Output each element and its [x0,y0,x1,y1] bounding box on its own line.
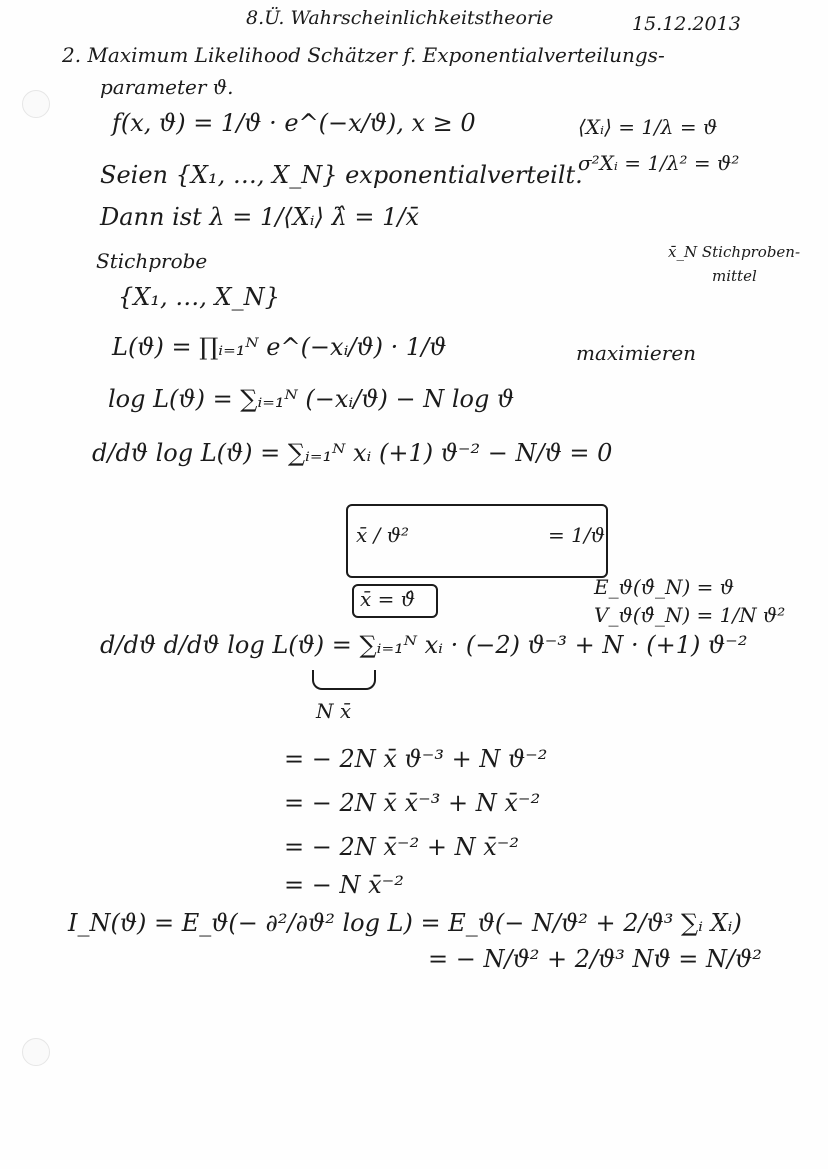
punch-hole-mark [22,90,50,118]
log-likelihood: log L(ϑ) = ∑ᵢ₌₁ᴺ (−xᵢ/ϑ) − N log ϑ [108,385,515,413]
result-box-right: = 1/ϑ [548,523,605,547]
page-date: 15.12.2013 [632,13,741,35]
sample-statement: Seien {X₁, …, X_N} exponentialverteilt. [100,161,583,189]
exercise-heading-cont: parameter ϑ. [100,75,234,99]
simplification-step-4: = − N x̄⁻² [284,871,404,899]
maximieren-note: maximieren [576,341,697,365]
exercise-heading: 2. Maximum Likelihood Schätzer f. Exponentialverteilungs- [62,43,665,67]
punch-hole-mark [22,1038,50,1066]
estimator-result: x̄ = ϑ̂ [360,587,416,611]
estimator-statement: Dann ist λ = 1/⟨Xᵢ⟩ λ̂ = 1/x̄ [100,203,420,231]
sample-mean-note: x̄_N Stichproben- [668,243,801,261]
simplification-step-1: = − 2N x̄ ϑ⁻³ + N ϑ⁻² [284,745,548,773]
simplification-step-2: = − 2N x̄ x̄⁻³ + N x̄⁻² [284,789,541,817]
likelihood-formula: L(ϑ) = ∏ᵢ₌₁ᴺ e^(−xᵢ/ϑ) · 1/ϑ [112,333,447,361]
density-formula: f(x, ϑ) = 1/ϑ · e^(−x/ϑ), x ≥ 0 [112,109,476,137]
variance-formula: σ²Xᵢ = 1/λ² = ϑ² [578,151,740,175]
page-title: 8.Ü. Wahrscheinlichkeitstheorie [246,7,554,29]
fisher-information: I_N(ϑ) = E_ϑ(− ∂²/∂ϑ² log L) = E_ϑ(− N/ϑ² + 2/ϑ³ ∑ᵢ Xᵢ) [68,909,742,937]
stichprobe-label: Stichprobe [96,249,208,273]
underbrace [312,670,376,690]
second-derivative: d/dϑ d/dϑ log L(ϑ) = ∑ᵢ₌₁ᴺ xᵢ · (−2) ϑ⁻³ + N · (+1) ϑ⁻² [100,631,748,659]
sample-mean-note-cont: mittel [712,267,757,285]
score-equation: d/dϑ log L(ϑ) = ∑ᵢ₌₁ᴺ xᵢ (+1) ϑ⁻² − N/ϑ = 0 [92,439,613,467]
expectation-note: E_ϑ(ϑ̂_N) = ϑ [594,575,735,599]
sample-set: {X₁, …, X_N} [118,283,280,311]
mean-formula: ⟨Xᵢ⟩ = 1/λ = ϑ [578,115,718,139]
fisher-information-result: = − N/ϑ² + 2/ϑ³ Nϑ = N/ϑ² [428,945,762,973]
result-box-left: x̄ / ϑ² [356,523,410,547]
variance-note: V_ϑ(ϑ̂_N) = 1/N ϑ² [594,603,786,627]
simplification-step-3: = − 2N x̄⁻² + N x̄⁻² [284,833,520,861]
underbrace-label: N x̄ [316,699,352,723]
